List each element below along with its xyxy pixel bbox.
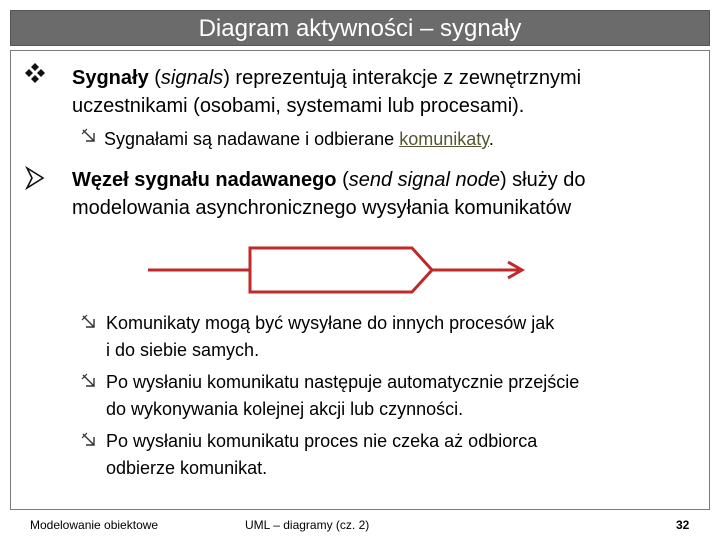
sub-bullet-2-2-line-1: Po wysłaniu komunikatu następuje automatycznie przejście <box>106 372 580 392</box>
bullet-2-paren: ( <box>336 169 349 191</box>
sub-bullet-1-1 <box>104 126 494 152</box>
bullet-1-line-2: uczestnikami (osobami, systemami lub procesami). <box>72 95 525 117</box>
bullet-2-term-en: send signal node <box>348 169 500 191</box>
arrow-bullet-icon <box>80 430 98 456</box>
bullet-1-rest: ) reprezentują interakcje z zewnętrznymi <box>223 67 582 89</box>
arrowhead-bullet-icon <box>24 166 46 197</box>
bullet-1-term: Sygnały <box>72 67 149 89</box>
sub-bullet-2-3-line-2: odbierze komunikat. <box>106 458 268 478</box>
sub-bullet-period: . <box>488 129 494 149</box>
arrow-bullet-icon <box>80 371 98 397</box>
bullet-2-term: Węzeł sygnału nadawanego <box>72 169 337 191</box>
bullet-2-line-1 <box>72 166 586 194</box>
bullet-1-paren: ( <box>148 67 161 89</box>
sub-bullet-2-3-line-1: Po wysłaniu komunikatu proces nie czeka aż odbiorca <box>106 431 538 451</box>
komunikaty-link[interactable]: komunikaty <box>399 129 489 149</box>
slide-title: Diagram aktywności – sygnały <box>10 10 710 46</box>
sub-bullet-2-1-line-2: i do siebie samych. <box>106 340 260 360</box>
diamond-bullet-icon <box>24 62 46 91</box>
sub-bullet-2-1-line-1: Komunikaty mogą być wysyłane do innych procesów jak <box>106 313 555 333</box>
send-signal-node <box>250 248 432 292</box>
bullet-1-term-en: signals <box>160 67 224 89</box>
sub-bullet-text: Sygnałami są nadawane i odbierane <box>104 129 400 149</box>
bullet-2-line-2: modelowania asynchronicznego wysyłania komunikatów <box>72 197 572 219</box>
sub-bullet-2-2-line-2: do wykonywania kolejnej akcji lub czynności. <box>106 399 464 419</box>
page-number: 32 <box>676 518 690 532</box>
arrow-bullet-icon <box>80 126 98 152</box>
footer-topic: UML – diagramy (cz. 2) <box>245 518 370 532</box>
footer-course: Modelowanie obiektowe <box>30 518 159 532</box>
bullet-1-line-1 <box>72 64 581 92</box>
bullet-2-rest: ) służy do <box>499 169 586 191</box>
arrow-bullet-icon <box>80 312 98 338</box>
send-signal-node-diagram <box>140 240 540 300</box>
